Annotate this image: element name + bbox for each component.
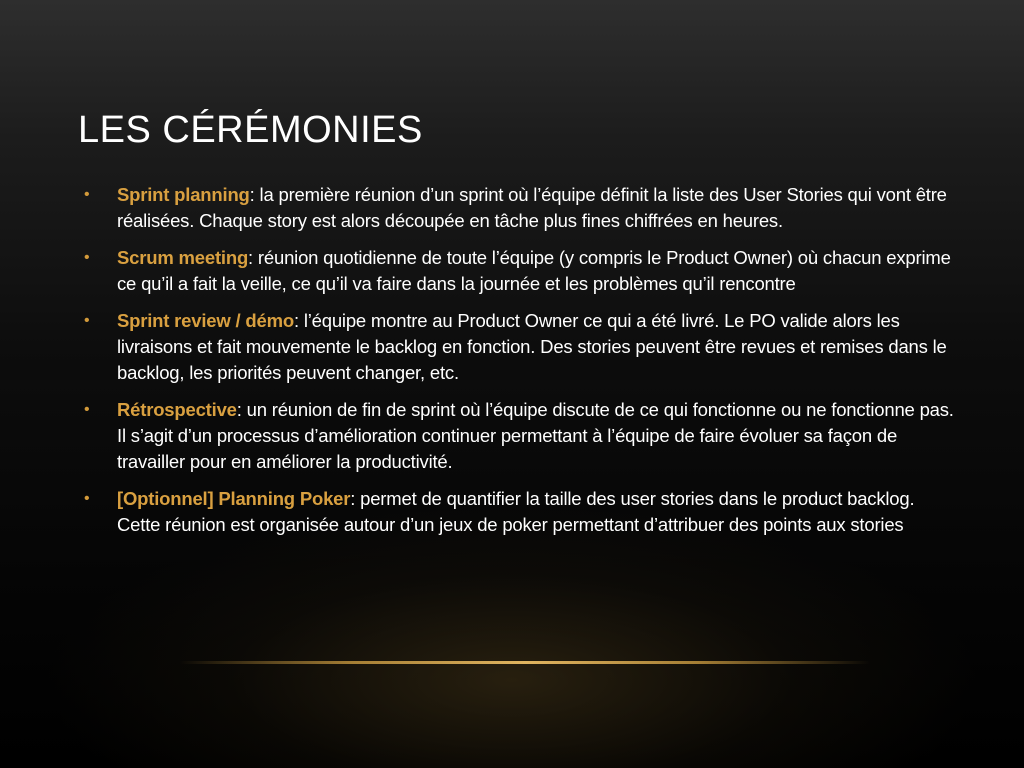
bullet-icon: • xyxy=(84,312,90,329)
bullet-item-scrum-meeting xyxy=(84,245,954,297)
bullet-item-planning-poker xyxy=(84,486,954,538)
bullet-list xyxy=(84,182,954,549)
bullet-item-retrospective xyxy=(84,397,954,475)
term-description: : l’équipe montre au Product Owner ce qui a été livré. Le PO valide alors les livraisons et fait mouvemente le backlog en fonction. Des stories peuvent être revues et remises dans le backlog, les priorités peuvent changer, etc. xyxy=(117,310,947,383)
bullet-icon: • xyxy=(84,490,90,507)
bullet-item-sprint-planning xyxy=(84,182,954,234)
term-description: : réunion quotidienne de toute l’équipe (y compris le Product Owner) où chacun exprime ce qu’il a fait la veille, ce qu’il va faire dans la journée et les problèmes qu’il rencontre xyxy=(117,247,951,294)
term-label: Rétrospective xyxy=(117,399,237,420)
term-description: : un réunion de fin de sprint où l’équipe discute de ce qui fonctionne ou ne fonctionne pas. Il s’agit d’un processus d’amélioration continuer permettant à l’équipe de faire évoluer sa façon de travailler pour en améliorer la productivité. xyxy=(117,399,954,472)
bullet-icon: • xyxy=(84,249,90,266)
decorative-divider xyxy=(180,661,870,664)
term-description: : permet de quantifier la taille des user stories dans le product backlog. Cette réunion est organisée autour d’un jeux de poker permettant d’attribuer des points aux stories xyxy=(117,488,915,535)
bullet-item-sprint-review xyxy=(84,308,954,386)
slide-title: LES CÉRÉMONIES xyxy=(78,109,423,151)
term-label: Sprint planning xyxy=(117,184,250,205)
term-label: Scrum meeting xyxy=(117,247,249,268)
bullet-icon: • xyxy=(84,401,90,418)
term-description: : la première réunion d’un sprint où l’équipe définit la liste des User Stories qui vont être réalisées. Chaque story est alors découpée en tâche plus fines chiffrées en heures. xyxy=(117,184,947,231)
term-label: [Optionnel] Planning Poker xyxy=(117,488,351,509)
term-label: Sprint review / démo xyxy=(117,310,294,331)
bullet-icon: • xyxy=(84,186,90,203)
